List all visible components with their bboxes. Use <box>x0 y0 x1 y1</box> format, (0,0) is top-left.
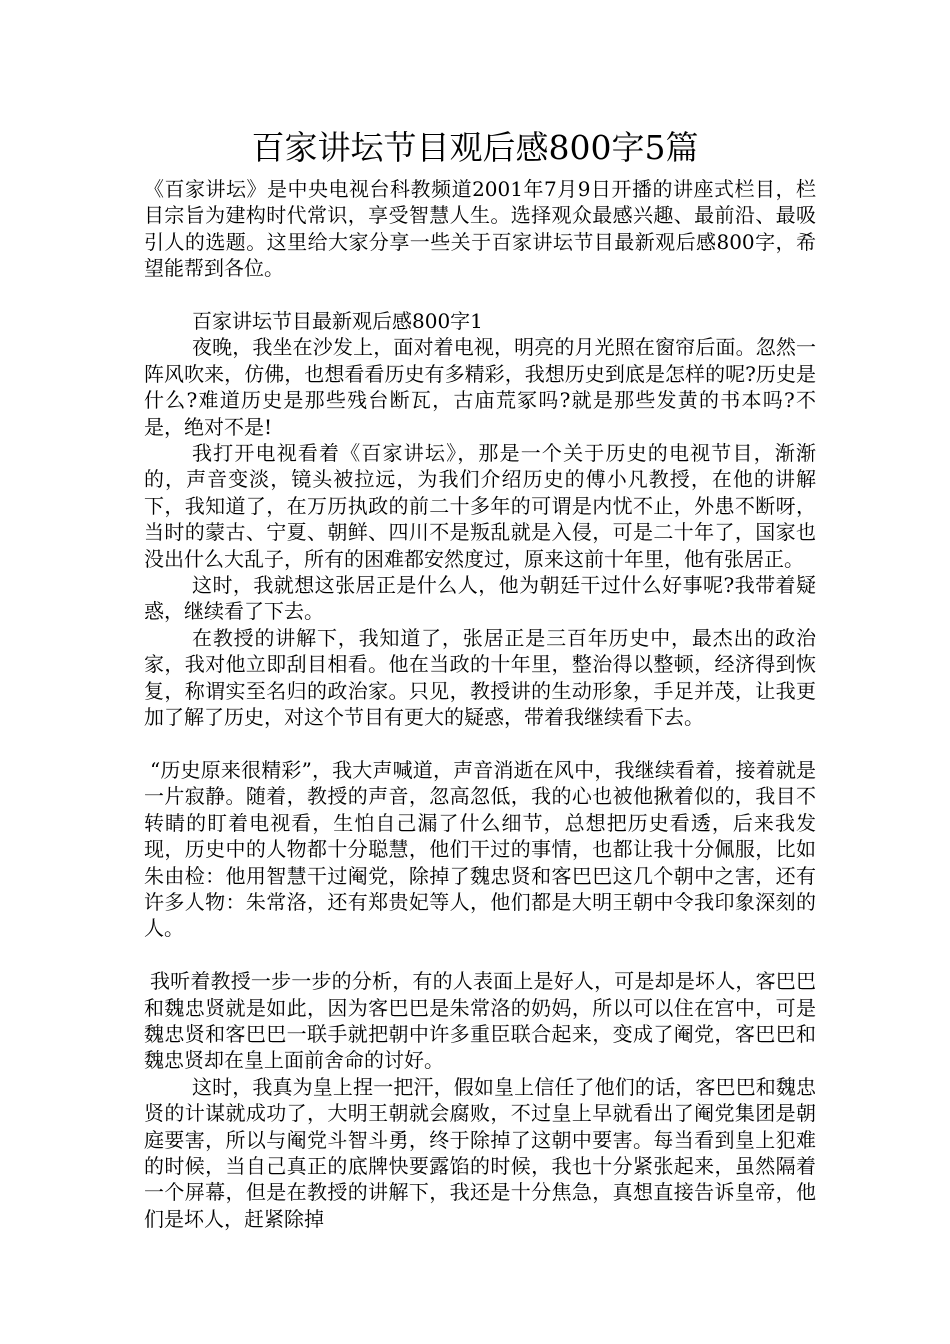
blank-line <box>144 942 816 968</box>
section-heading: 百家讲坛节目最新观后感800字1 <box>192 309 483 334</box>
paragraph: 这时，我真为皇上捏一把汗，假如皇上信任了他们的话，客巴巴和魏忠贤的计谋就成功了，大明王朝就会腐败，不过皇上早就看出了阉党集团是朝庭要害，所以与阉党斗智斗勇，终于除掉了这朝中要害。每当看到皇上犯难的时候，当自己真正的底牌快要露馅的时候，我也十分紧张起来，虽然隔着一个屏幕，但是在教授的讲解下，我还是十分焦急，真想直接告诉皇帝，他们是坏人，赶紧除掉 <box>144 1074 816 1231</box>
paragraph: 我听着教授一步一步的分析，有的人表面上是好人，可是却是坏人，客巴巴和魏忠贤就是如此，因为客巴巴是朱常洛的奶妈，所以可以住在宫中，可是魏忠贤和客巴巴一联手就把朝中许多重臣联合起来，变成了阉党，客巴巴和魏忠贤却在皇上面前舍命的讨好。 <box>144 969 816 1073</box>
blank-line <box>144 731 816 757</box>
document-title: 百家讲坛节目观后感800字5篇 <box>251 128 699 167</box>
paragraph: 我打开电视看着《百家讲坛》，那是一个关于历史的电视节目，渐渐的，声音变淡，镜头被拉远，为我们介绍历史的傅小凡教授，在他的讲解下，我知道了，在万历执政的前二十多年的可谓是内忧不止，外患不断呀，当时的蒙古、宁夏、朝鲜、四川不是叛乱就是入侵，可是二十年了，国家也没出什么大乱子，所有的困难都安然度过，原来这前十年里，他有张居正。 <box>144 441 816 571</box>
paragraph: 夜晚，我坐在沙发上，面对着电视，明亮的月光照在窗帘后面。忽然一阵风吹来，仿佛，也想看看历史有多精彩，我想历史到底是怎样的呢?历史是什么?难道历史是那些残台断瓦，古庙荒冢吗?就是那些发黄的书本吗?不是，绝对不是! <box>144 335 816 439</box>
paragraph: 这时，我就想这张居正是什么人，他为朝廷干过什么好事呢?我带着疑惑，继续看了下去。 <box>144 573 816 624</box>
paragraph: “历史原来很精彩”，我大声喊道，声音消逝在风中，我继续看着，接着就是一片寂静。随着，教授的声音，忽高忽低，我的心也被他揪着似的，我目不转睛的盯着电视看，生怕自己漏了什么细节，总想把历史看透，后来我发现，历史中的人物都十分聪慧，他们干过的事情，也都让我十分佩服，比如朱由检：他用智慧干过阉党，除掉了魏忠贤和客巴巴这几个朝中之害，还有许多人物：朱常洛，还有郑贵妃等人，他们都是大明王朝中令我印象深刻的人。 <box>144 757 816 941</box>
intro-paragraph: 《百家讲坛》是中央电视台科教频道2001年7月9日开播的讲座式栏目，栏目宗旨为建构时代常识，享受智慧人生。选择观众最感兴趣、最前沿、最吸引人的选题。这里给大家分享一些关于百家讲坛节目最新观后感800字，希望能帮到各位。 <box>144 177 816 281</box>
document-body <box>144 176 816 1232</box>
blank-line <box>144 282 816 308</box>
paragraph: 在教授的讲解下，我知道了，张居正是三百年历史中，最杰出的政治家，我对他立即刮目相看。他在当政的十年里，整治得以整顿，经济得到恢复，称谓实至名归的政治家。只见，教授讲的生动形象，手足并茂，让我更加了解了历史，对这个节目有更大的疑惑，带着我继续看下去。 <box>144 625 816 730</box>
